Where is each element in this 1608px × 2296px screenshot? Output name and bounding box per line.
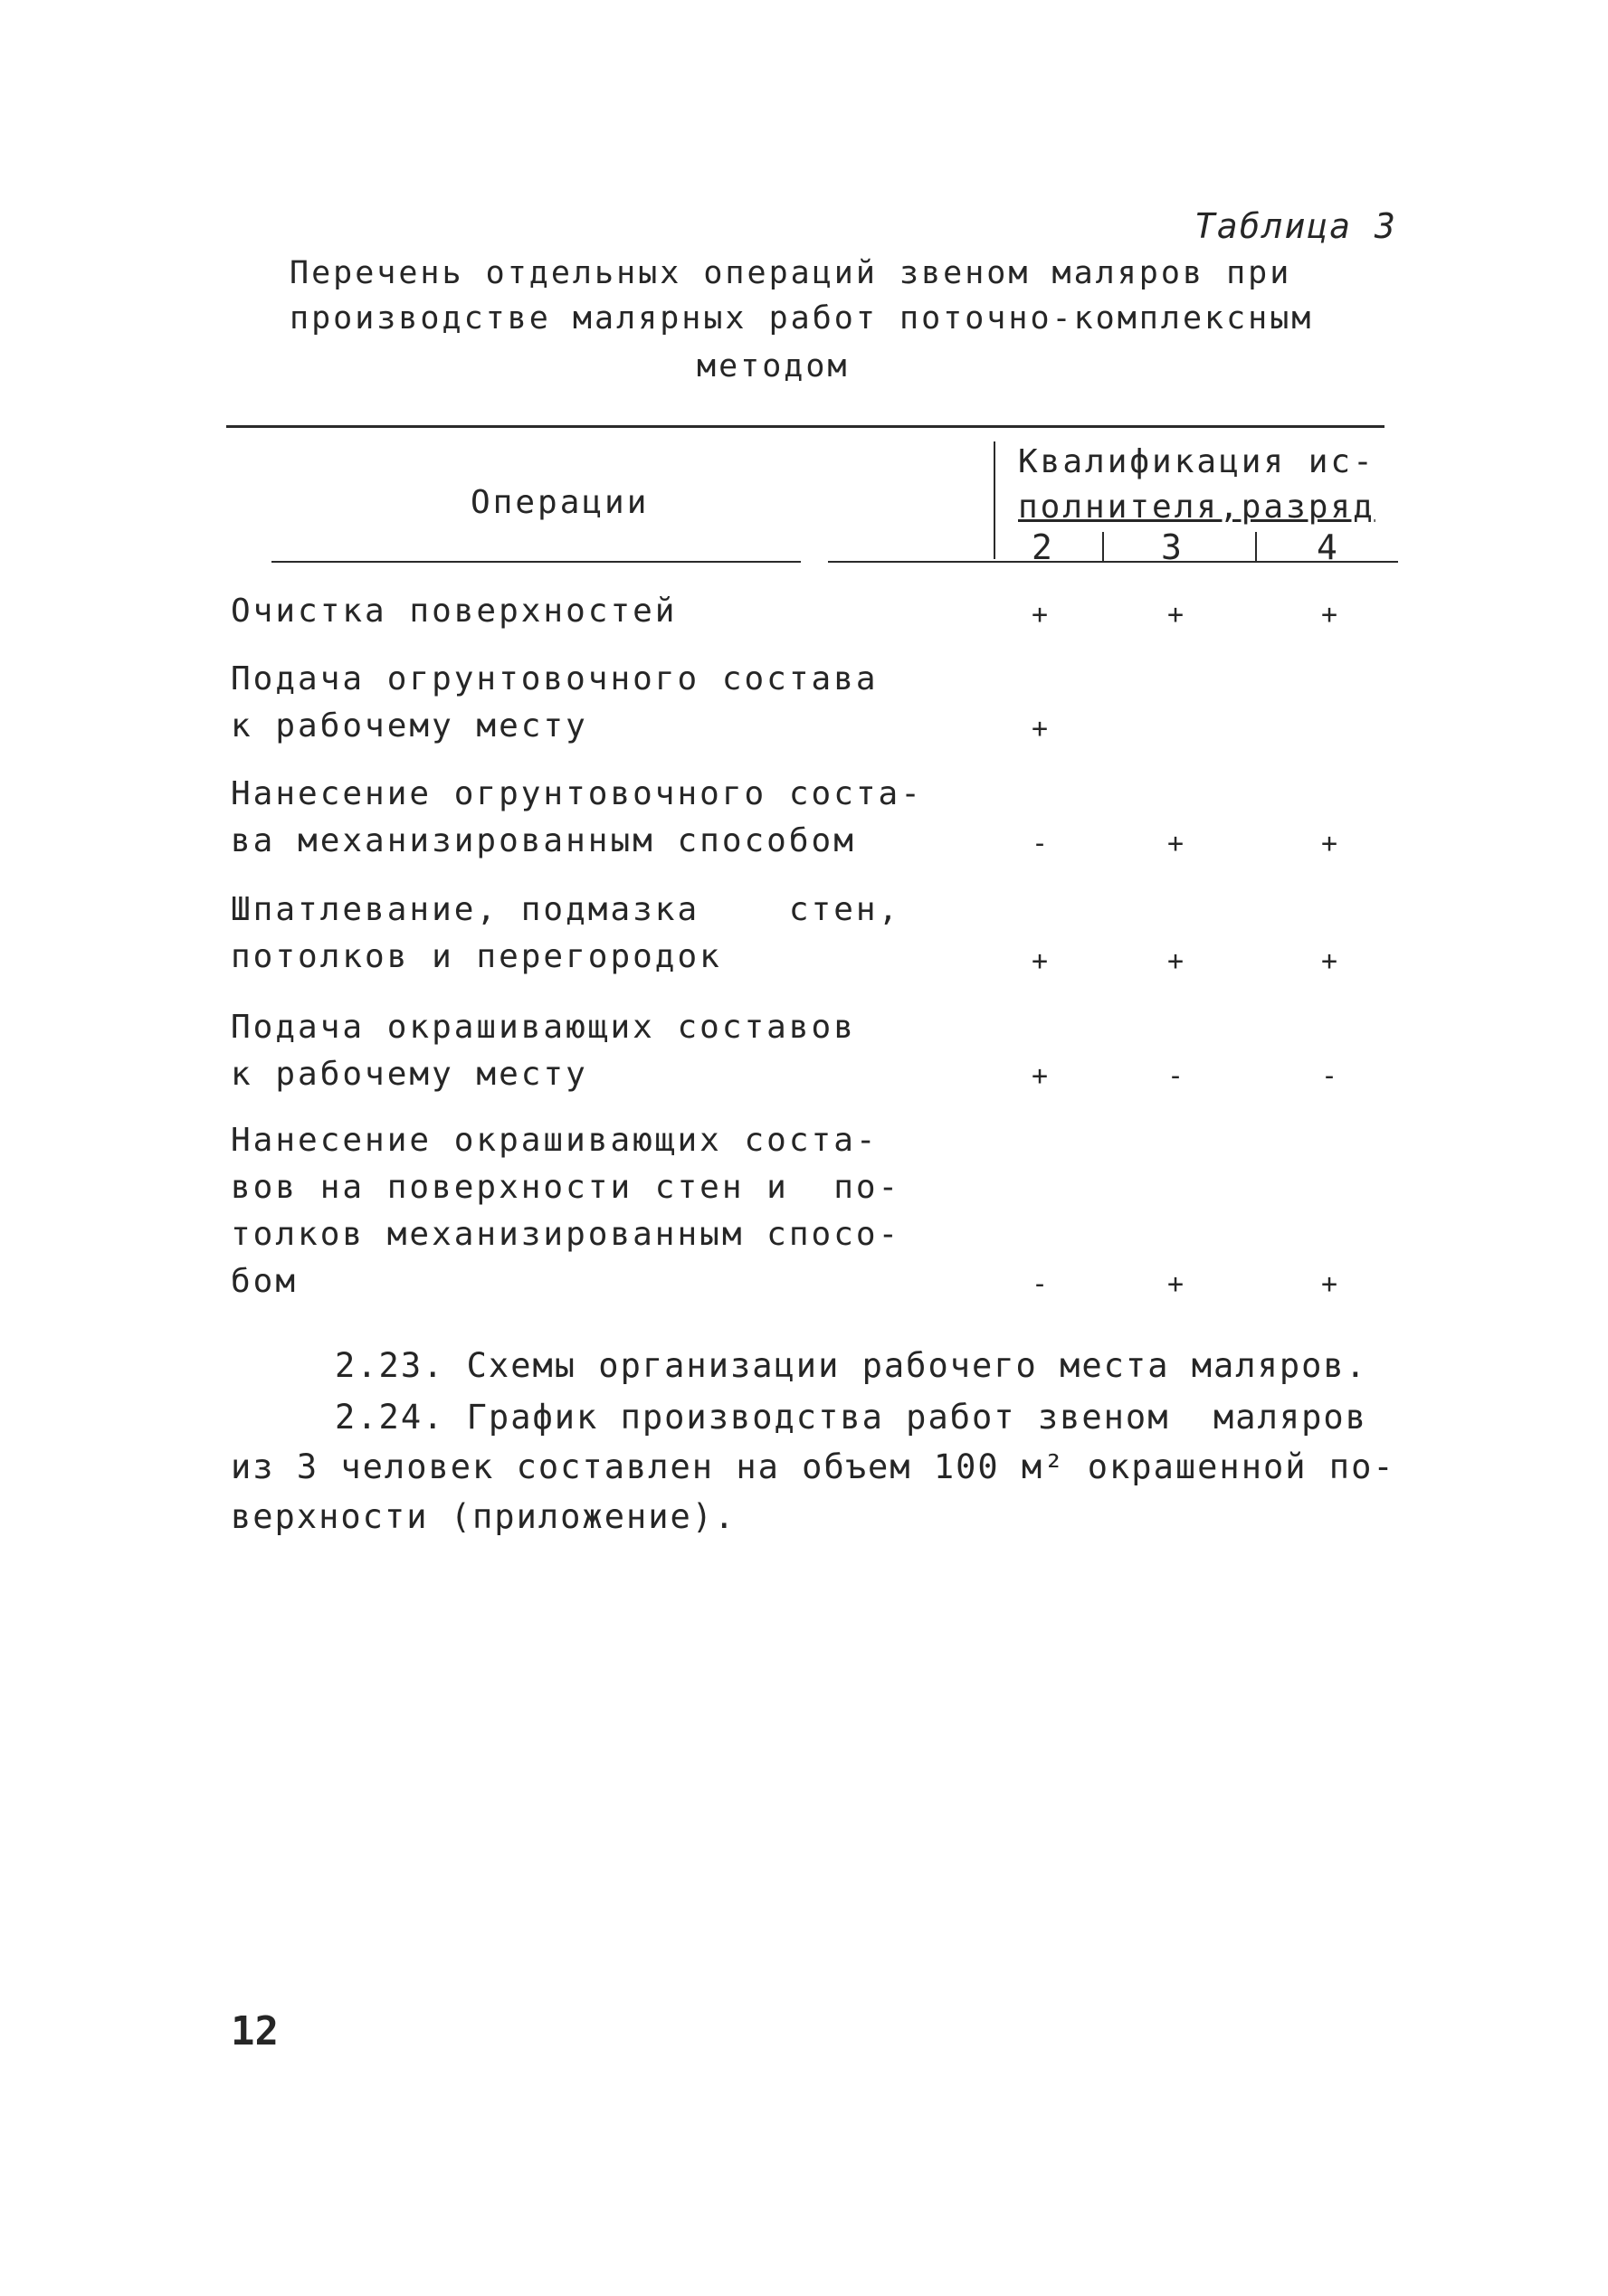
- row-3-rank-2-mark: -: [1032, 828, 1049, 859]
- paragraph-2-23: 2.23. Схемы организации рабочего места маляров.: [335, 1346, 1367, 1385]
- operation-row-1-line-1: Очистка поверхностей: [231, 593, 678, 630]
- row-5-rank-3-mark: -: [1167, 1060, 1185, 1092]
- operation-row-5-line-1: Подача окрашивающих составов: [231, 1009, 856, 1046]
- row-3-rank-4-mark: +: [1321, 828, 1338, 859]
- row-4-rank-4-mark: +: [1321, 945, 1338, 977]
- header-bottom-rule-left: [271, 561, 801, 563]
- row-6-rank-3-mark: +: [1167, 1268, 1185, 1300]
- paragraph-2-24-line-1: 2.24. График производства работ звеном маляров: [335, 1398, 1367, 1437]
- operation-row-4-line-1: Шпатлевание, подмазка стен,: [231, 891, 901, 928]
- operation-row-3: [231, 771, 923, 865]
- column-header-operations: Операции: [471, 484, 650, 521]
- paragraph-2-24-line-2: из 3 человек составлен на объем 100 м² окрашенной по-: [231, 1447, 1395, 1486]
- header-bottom-rule-right: [828, 561, 1398, 563]
- table-top-rule: [226, 425, 1384, 428]
- rank-header-3: 3: [1161, 527, 1182, 567]
- operation-row-5-line-2: к рабочему месту: [231, 1056, 588, 1093]
- operation-row-3-line-1: Нанесение огрунтовочного соста-: [231, 775, 923, 812]
- operation-row-2: [231, 656, 879, 750]
- operation-row-2-line-2: к рабочему месту: [231, 707, 588, 745]
- row-4-rank-2-mark: +: [1032, 945, 1049, 977]
- row-4-rank-3-mark: +: [1167, 945, 1185, 977]
- operation-row-3-line-2: ва механизированным способом: [231, 822, 856, 859]
- table-column-divider: [994, 441, 995, 559]
- operation-row-6-line-1: Нанесение окрашивающих соста-: [231, 1122, 879, 1159]
- row-2-rank-2-mark: +: [1032, 713, 1049, 745]
- table-label: Таблица 3: [1194, 206, 1397, 246]
- row-5-rank-2-mark: +: [1032, 1060, 1049, 1092]
- column-header-qualification-line-2: полнителя,разряд: [1018, 489, 1375, 526]
- operation-row-6-line-2: вов на поверхности стен и по-: [231, 1169, 901, 1206]
- operation-row-4-line-2: потолков и перегородок: [231, 938, 722, 975]
- operation-row-5: [231, 1004, 856, 1098]
- operation-row-4: [231, 887, 900, 981]
- operation-row-1: [231, 588, 677, 635]
- table-title-line-3: методом: [697, 348, 850, 384]
- row-3-rank-3-mark: +: [1167, 828, 1185, 859]
- paragraph-2-24-line-3: верхности (приложение).: [231, 1497, 737, 1536]
- rank-divider-1: [1102, 532, 1104, 561]
- operation-row-2-line-1: Подача огрунтовочного состава: [231, 660, 879, 697]
- row-1-rank-2-mark: +: [1032, 599, 1049, 631]
- row-5-rank-4-mark: -: [1321, 1060, 1338, 1092]
- rank-header-2: 2: [1032, 527, 1052, 567]
- page-number: 12: [231, 2008, 279, 2054]
- row-1-rank-4-mark: +: [1321, 599, 1338, 631]
- operation-row-6: [231, 1117, 900, 1305]
- row-6-rank-4-mark: +: [1321, 1268, 1338, 1300]
- rank-divider-2: [1255, 532, 1257, 561]
- table-title-line-1: Перечень отдельных операций звеном маляров при: [290, 255, 1292, 291]
- row-6-rank-2-mark: -: [1032, 1268, 1049, 1300]
- table-title-line-2: производстве малярных работ поточно-комплексным: [290, 300, 1314, 337]
- operation-row-6-line-3: толков механизированным спосо-: [231, 1216, 901, 1253]
- rank-header-4: 4: [1317, 527, 1337, 567]
- operation-row-6-line-4: бом: [231, 1263, 299, 1300]
- row-1-rank-3-mark: +: [1167, 599, 1185, 631]
- column-header-qualification-line-1: Квалификация ис-: [1018, 443, 1375, 480]
